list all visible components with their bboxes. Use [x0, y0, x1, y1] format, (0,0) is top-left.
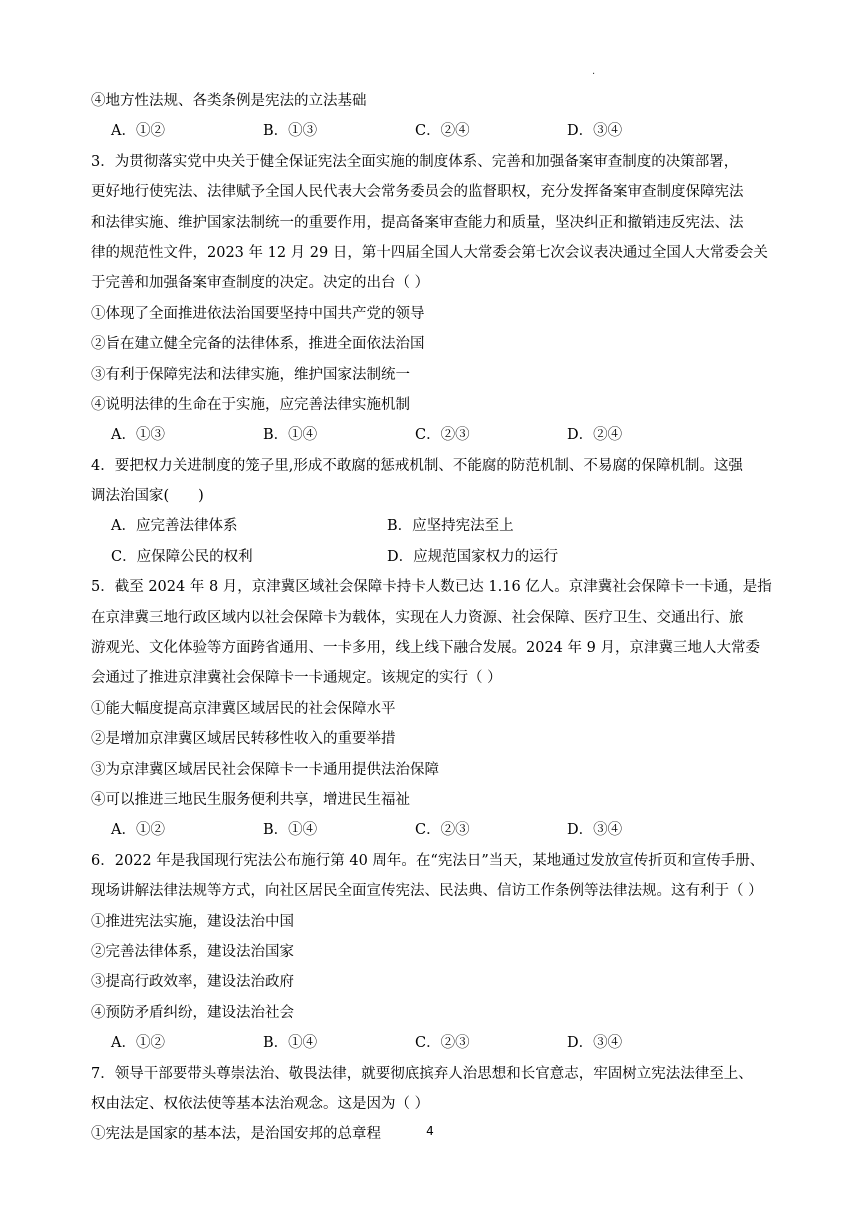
q3-stem-line: 律的规范性文件，2023 年 12 月 29 日，第十四届全国人大常委会第七次会议表决通过全国人大常委会关 — [91, 244, 768, 261]
q5-item-1: ①能大幅度提高京津冀区域居民的社会保障水平 — [91, 700, 396, 717]
question-5 — [91, 572, 781, 846]
question-6 — [91, 846, 781, 1059]
q6-item-2: ②完善法律体系，建设法治国家 — [91, 943, 294, 960]
q2-option-c[interactable]: C．②④ — [415, 123, 470, 140]
q2-option-b[interactable]: B．①③ — [263, 123, 318, 140]
q4-options — [91, 511, 781, 572]
q6-options — [91, 1028, 781, 1058]
q6-option-d[interactable]: D．③④ — [567, 1035, 623, 1052]
q6-item-4: ④预防矛盾纠纷，建设法治社会 — [91, 1004, 294, 1021]
q6-stem-line: 6．2022 年是我国现行宪法公布施行第 40 周年。在“宪法日”当天，某地通过发放宣传折页和宣传手册、 — [91, 852, 765, 869]
q5-stem-line: 会通过了推进京津冀社会保障卡一卡通规定。该规定的实行（ ） — [91, 670, 502, 687]
q6-option-b[interactable]: B．①④ — [263, 1035, 318, 1052]
q5-option-d[interactable]: D．③④ — [567, 822, 623, 839]
q5-options — [91, 815, 781, 845]
question-3 — [91, 147, 781, 451]
q2-item-4: ④地方性法规、各类条例是宪法的立法基础 — [91, 93, 367, 109]
q4-option-b[interactable]: B．应坚持宪法至上 — [387, 518, 514, 535]
q5-option-c[interactable]: C．②③ — [415, 822, 470, 839]
q3-stem-line: 和法律实施、维护国家法制统一的重要作用，提高备案审查能力和质量，坚决纠正和撤销违反宪法、法 — [91, 214, 744, 231]
q3-item-3: ③有利于保障宪法和法律实施，维护国家法制统一 — [91, 366, 410, 383]
top-mark: . — [592, 66, 596, 77]
q3-option-c[interactable]: C．②③ — [415, 427, 470, 444]
q6-option-c[interactable]: C．②③ — [415, 1035, 470, 1052]
q2-option-a[interactable]: A．①② — [111, 123, 165, 140]
q2-option-d[interactable]: D．③④ — [567, 123, 623, 140]
q5-item-4: ④可以推进三地民生服务便利共享，增进民生福祉 — [91, 791, 410, 808]
q5-stem-line: 在京津冀三地行政区域内以社会保障卡为载体，实现在人力资源、社会保障、医疗卫生、交通出行、旅 — [91, 609, 744, 626]
q3-options — [91, 420, 781, 450]
q5-stem-line: 游观光、文化体验等方面跨省通用、一卡多用，线上线下融合发展。2024 年 9 月，京津冀三地人大常委 — [91, 640, 760, 657]
q3-option-d[interactable]: D．②④ — [567, 427, 623, 444]
page-number: 4 — [426, 1124, 434, 1138]
q3-item-1: ①体现了全面推进依法治国要坚持中国共产党的领导 — [91, 305, 425, 322]
q3-option-a[interactable]: A．①③ — [111, 427, 165, 444]
q3-stem-line: 于完善和加强备案审查制度的决定。决定的出台（ ） — [91, 275, 430, 292]
q5-stem-line: 5．截至 2024 年 8 月，京津冀区域社会保障卡持卡人数已达 1.16 亿人。京津冀社会保障卡一卡通，是指 — [91, 579, 772, 596]
q5-item-2: ②是增加京津冀区域居民转移性收入的重要举措 — [91, 731, 396, 748]
q4-stem-line: 调法治国家( ) — [91, 488, 204, 505]
q5-option-b[interactable]: B．①④ — [263, 822, 318, 839]
q6-stem-line: 现场讲解法律法规等方式，向社区居民全面宣传宪法、民法典、信访工作条例等法律法规。这有利于（ ） — [91, 883, 763, 900]
q7-stem-line: 权由法定、权依法使等基本法治观念。这是因为（ ） — [91, 1095, 430, 1112]
q7-stem-line: 7．领导干部要带头尊崇法治、敬畏法律，就要彻底摈弃人治思想和长官意志，牢固树立宪法法律至上、 — [91, 1065, 753, 1082]
q6-option-a[interactable]: A．①② — [111, 1035, 165, 1052]
q3-stem-line: 3．为贯彻落实党中央关于健全保证宪法全面实施的制度体系、完善和加强备案审查制度的决策部署， — [91, 153, 739, 170]
q7-item-1: ①宪法是国家的基本法，是治国安邦的总章程 — [91, 1126, 381, 1143]
q4-option-d[interactable]: D．应规范国家权力的运行 — [387, 548, 559, 565]
q6-item-1: ①推进宪法实施，建设法治中国 — [91, 913, 294, 930]
q3-item-2: ②旨在建立健全完备的法律体系，推进全面依法治国 — [91, 336, 425, 353]
q6-item-3: ③提高行政效率，建设法治政府 — [91, 974, 294, 991]
q4-stem-line: 4．要把权力关进制度的笼子里,形成不敢腐的惩戒机制、不能腐的防范机制、不易腐的保障机制。这强 — [91, 457, 743, 474]
q4-option-c[interactable]: C．应保障公民的权利 — [111, 548, 253, 565]
q4-option-a[interactable]: A．应完善法律体系 — [111, 518, 238, 535]
q5-item-3: ③为京津冀区域居民社会保障卡一卡通用提供法治保障 — [91, 761, 439, 778]
q3-stem-line: 更好地行使宪法、法律赋予全国人民代表大会常务委员会的监督职权，充分发挥备案审查制度保障宪法 — [91, 184, 744, 201]
question-4 — [91, 451, 781, 573]
q2-options — [91, 116, 781, 146]
q3-item-4: ④说明法律的生命在于实施，应完善法律实施机制 — [91, 396, 410, 413]
q5-option-a[interactable]: A．①② — [111, 822, 165, 839]
q3-option-b[interactable]: B．①④ — [263, 427, 318, 444]
question-content — [91, 86, 781, 1150]
